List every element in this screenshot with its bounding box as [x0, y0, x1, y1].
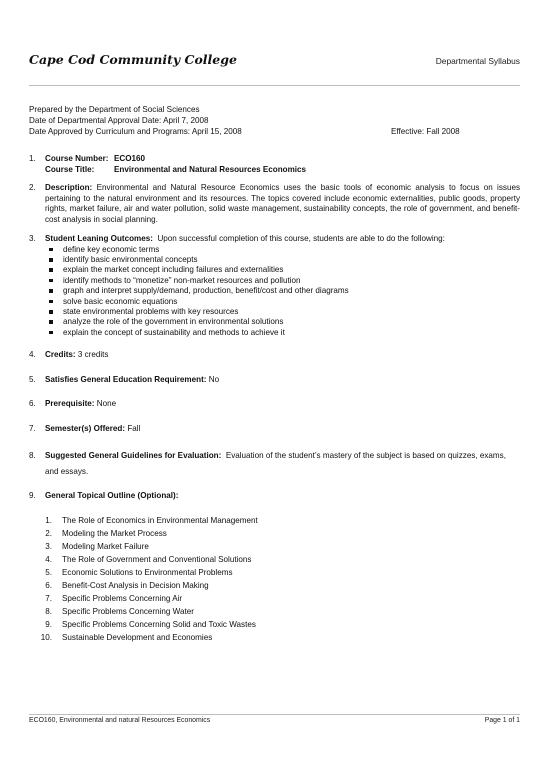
topical-outline-list	[29, 516, 520, 646]
section-prerequisite	[29, 399, 520, 410]
course-title-row	[45, 165, 520, 176]
course-number-value: ECO160	[114, 154, 146, 163]
list-item: graph and interpret supply/demand, production, benefit/cost and other diagrams	[47, 286, 520, 296]
credits-value: 3 credits	[77, 350, 109, 360]
list-item: 2. Modeling the Market Process	[45, 528, 167, 538]
course-number-row	[45, 154, 520, 165]
list-item: 8. Specific Problems Concerning Water	[45, 606, 194, 616]
prepared-by: Prepared by the Department of Social Sciences	[29, 105, 200, 114]
section-number: 4.	[29, 350, 36, 360]
section-description	[29, 183, 520, 225]
page-number: Page 1 of 1	[484, 717, 520, 724]
evaluation-text: Evaluation of the student’s mastery of the subject is based on quizzes, exams, and essays.	[45, 451, 506, 477]
description-text: Environmental and Natural Resource Economics uses the basic tools of economic analysis to focus on issues pertaining to the natural environment and its resources. The topics covered include economic externalities, public goods, property rights, market failure, air and water pollution, solid waste management, sustainability concepts, the role of government, and benefit-cost analysis in social planning.	[45, 183, 520, 224]
list-item: identify basic environmental concepts	[47, 255, 520, 265]
header-divider	[29, 85, 520, 86]
description-label: Description:	[45, 183, 93, 193]
page-footer	[29, 717, 520, 726]
list-item: 6. Benefit-Cost Analysis in Decision Making	[45, 580, 209, 590]
section-number: 2.	[29, 183, 36, 193]
section-credits	[29, 350, 520, 361]
list-item: solve basic economic equations	[47, 297, 520, 307]
section-number: 7.	[29, 423, 36, 433]
college-name: Cape Cod Community College	[29, 52, 237, 67]
outcomes-intro: Upon successful completion of this course, students are able to do the following:	[157, 234, 445, 244]
section-gen-ed	[29, 375, 520, 386]
list-item: identify methods to “monetize” non-market resources and pollution	[47, 276, 520, 286]
gen-ed-label: Satisfies General Education Requirement:	[45, 374, 207, 384]
curriculum-approval-date: Date Approved by Curriculum and Programs: April 15, 2008	[29, 127, 242, 136]
section-outcomes	[29, 234, 520, 245]
section-evaluation	[29, 448, 520, 480]
section-number: 5.	[29, 374, 36, 384]
list-item: analyze the role of the government in environmental solutions	[47, 317, 520, 327]
prerequisite-value: None	[96, 399, 117, 409]
list-item: state environmental problems with key resources	[47, 307, 520, 317]
outline-label: General Topical Outline (Optional):	[45, 491, 179, 501]
section-outline	[29, 491, 520, 502]
document-type: Departmental Syllabus	[435, 56, 520, 66]
list-item: 7. Specific Problems Concerning Air	[45, 593, 183, 603]
footer-divider	[29, 714, 520, 715]
outcomes-label: Student Leaning Outcomes:	[45, 234, 153, 244]
outcomes-list	[29, 245, 520, 339]
semester-label: Semester(s) Offered:	[45, 423, 126, 433]
list-item: 1. The Role of Economics in Environmental Management	[45, 515, 258, 525]
syllabus-content	[29, 154, 520, 646]
section-course	[29, 154, 520, 175]
semester-value: Fall	[127, 423, 141, 433]
section-semester	[29, 424, 520, 435]
list-item: 9. Specific Problems Concerning Solid and Toxic Wastes	[45, 619, 256, 629]
gen-ed-value: No	[208, 374, 220, 384]
section-number: 9.	[29, 491, 36, 501]
course-title-label: Course Title:	[45, 164, 95, 174]
section-number: 6.	[29, 399, 36, 409]
page-header	[29, 52, 520, 68]
section-number: 1.	[29, 154, 36, 163]
list-item: explain the concept of sustainability and methods to achieve it	[47, 328, 520, 338]
list-item: 10. Sustainable Development and Economies	[40, 632, 213, 642]
list-item: 4. The Role of Government and Conventional Solutions	[45, 554, 252, 564]
list-item: explain the market concept including failures and externalities	[47, 265, 520, 275]
credits-label: Credits:	[45, 350, 76, 360]
curriculum-approval-row	[29, 127, 520, 138]
course-title-value: Environmental and Natural Resources Economics	[114, 164, 307, 174]
list-item: define key economic terms	[47, 245, 520, 255]
section-number: 3.	[29, 234, 36, 244]
course-number-label: Course Number:	[45, 154, 109, 163]
departmental-approval-date: Date of Departmental Approval Date: April 7, 2008	[29, 116, 209, 125]
footer-course: ECO160, Environmental and natural Resources Economics	[29, 717, 211, 724]
effective-term: Effective: Fall 2008	[391, 127, 460, 136]
section-number: 8.	[29, 451, 36, 461]
list-item: 5. Economic Solutions to Environmental Problems	[45, 567, 233, 577]
evaluation-label: Suggested General Guidelines for Evaluation:	[45, 451, 222, 461]
list-item: 3. Modeling Market Failure	[45, 541, 149, 551]
prerequisite-label: Prerequisite:	[45, 399, 95, 409]
approval-info	[29, 105, 520, 138]
